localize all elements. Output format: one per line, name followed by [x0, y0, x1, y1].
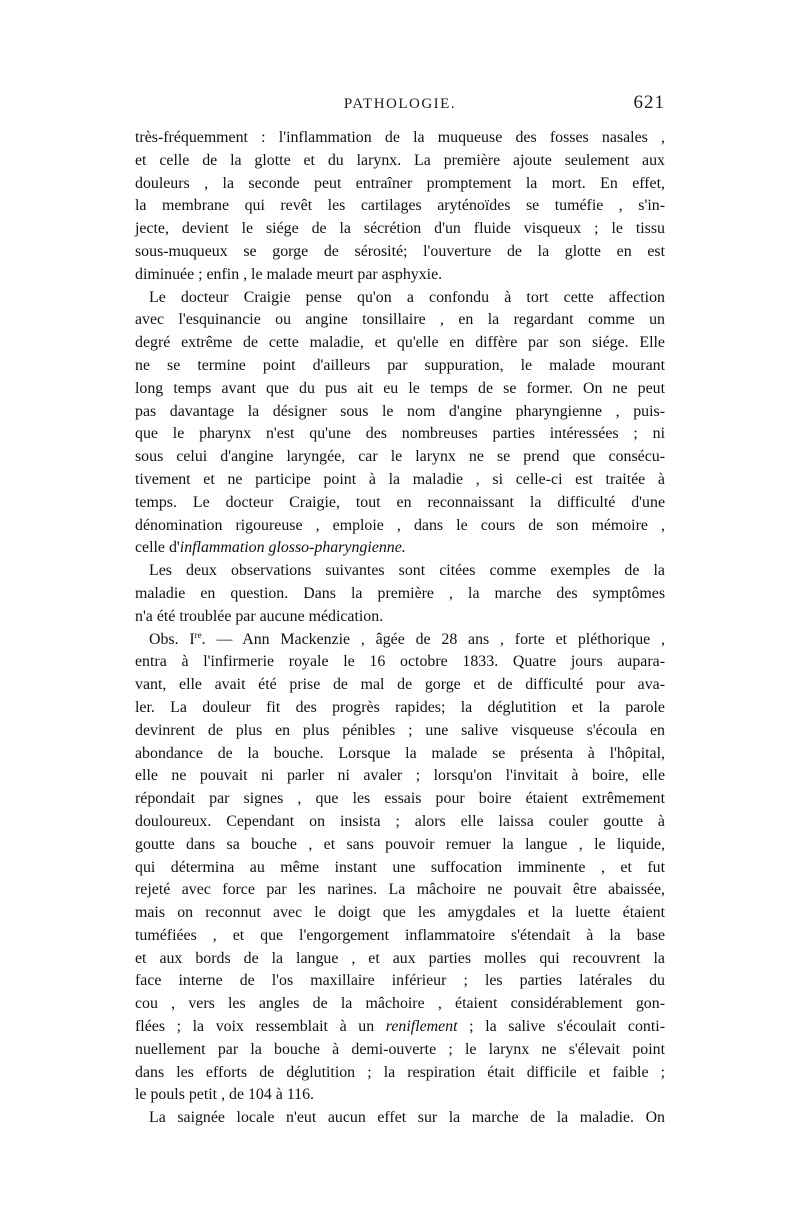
text-line: la membrane qui revêt les cartilages aryténoïdes se tuméfie , s'in- [135, 197, 665, 215]
text-line: temps. Le docteur Craigie, tout en reconnaissant la difficulté d'une [135, 493, 665, 511]
text-line: ler. La douleur fit des progrès rapides; la déglutition et la parole [135, 698, 665, 716]
text-line: avec l'esquinancie ou angine tonsillaire , en la regardant comme un [135, 311, 665, 329]
text-line: devinrent de plus en plus pénibles ; une salive visqueuse s'écoula en [135, 721, 665, 739]
text-line: degré extrême de cette maladie, et qu'elle en diffère par son siége. Elle [135, 334, 665, 352]
page-number: 621 [633, 92, 665, 113]
text-line: pas davantage la désigner sous le nom d'angine pharyngienne , puis- [135, 402, 665, 420]
text-line: ne se termine point d'ailleurs par suppuration, le malade mourant [135, 356, 665, 374]
text-line: jecte, devient le siége de la sécrétion d'un fluide visqueux ; le tissu [135, 220, 665, 238]
text-line: La saignée locale n'eut aucun effet sur la marche de la maladie. On [149, 1109, 665, 1127]
text-fragment: celle d' [135, 539, 180, 557]
text-line-composite [135, 1016, 665, 1039]
text-line: abondance de la bouche. Lorsque la malade se présenta à l'hôpital, [135, 744, 665, 762]
text-line: douleurs , la seconde peut entraîner promptement la mort. En effet, [135, 174, 665, 192]
text-line: elle ne pouvait ni parler ni avaler ; lorsqu'on l'invitait à boire, elle [135, 767, 665, 785]
body-text [135, 127, 665, 1130]
obs-label: Obs. I [149, 630, 195, 648]
text-line: diminuée ; enfin , le malade meurt par asphyxie. [135, 265, 443, 283]
text-line-composite [135, 629, 665, 652]
text-line: rejeté avec force par les narines. La mâchoire ne pouvait être abaissée, [135, 881, 665, 899]
text-line: répondait par signes , que les essais pour boire étaient extrêmement [135, 790, 665, 808]
text-fragment: . — Ann Mackenzie , âgée de 28 ans , forte et pléthorique , [201, 630, 666, 648]
text-line: n'a été troublée par aucune médication. [135, 607, 384, 625]
obs-superscript: re [194, 629, 202, 640]
text-fragment: flées ; la voix ressemblait à un [135, 1018, 386, 1036]
text-line-composite [135, 537, 665, 560]
text-line: sous celui d'angine laryngée, car le larynx ne se prend que consécu- [135, 448, 665, 466]
text-fragment: ; la salive s'écoulait conti- [457, 1018, 665, 1036]
text-line: tivement et ne participe point à la maladie , si celle-ci est traitée à [135, 470, 665, 488]
text-line: entra à l'infirmerie royale le 16 octobre 1833. Quatre jours aupara- [135, 653, 665, 671]
text-line: que le pharynx n'est qu'une des nombreuses parties intéressées ; ni [135, 425, 665, 443]
text-line: et aux bords de la langue , et aux parties molles qui recouvrent la [135, 949, 665, 967]
text-line: le pouls petit , de 104 à 116. [135, 1086, 315, 1104]
text-line: face interne de l'os maxillaire inférieur ; les parties latérales du [135, 972, 665, 990]
text-line: vant, elle avait été prise de mal de gorge et de difficulté pour ava- [135, 676, 665, 694]
text-line: très-fréquemment : l'inflammation de la muqueuse des fosses nasales , [135, 129, 665, 146]
text-line: maladie en question. Dans la première , la marche des symptômes [135, 584, 665, 602]
italic-term: inflammation glosso-pharyngienne. [179, 539, 406, 557]
text-line: mais on reconnut avec le doigt que les amygdales et la luette étaient [135, 904, 665, 922]
text-line: douloureux. Cependant on insista ; alors elle laissa couler goutte à [135, 812, 665, 830]
text-line: tuméfiées , et que l'engorgement inflammatoire s'étendait à la base [135, 926, 665, 944]
text-line: qui détermina au même instant une suffocation imminente , et fut [135, 858, 665, 876]
text-line: goutte dans sa bouche , et sans pouvoir remuer la langue , le liquide, [135, 835, 665, 853]
text-line: cou , vers les angles de la mâchoire , étaient considérablement gon- [135, 995, 665, 1013]
running-head [135, 92, 665, 122]
italic-term: reniflement [385, 1018, 458, 1036]
text-line: long temps avant que du pus ait eu le temps de se former. On ne peut [135, 379, 665, 397]
text-line: Le docteur Craigie pense qu'on a confondu à tort cette affection [149, 288, 665, 306]
text-line: dans les efforts de déglutition ; la respiration était difficile et faible ; [135, 1063, 665, 1081]
running-title: PATHOLOGIE. [343, 96, 457, 112]
text-line: Les deux observations suivantes sont citées comme exemples de la [149, 562, 665, 580]
text-line: sous-muqueux se gorge de sérosité; l'ouverture de la glotte en est [135, 242, 665, 260]
text-line: dénomination rigoureuse , emploie , dans le cours de son mémoire , [135, 516, 665, 534]
text-line: et celle de la glotte et du larynx. La première ajoute seulement aux [135, 151, 665, 169]
text-line: nuellement par la bouche à demi-ouverte ; le larynx ne s'élevait point [135, 1040, 665, 1058]
